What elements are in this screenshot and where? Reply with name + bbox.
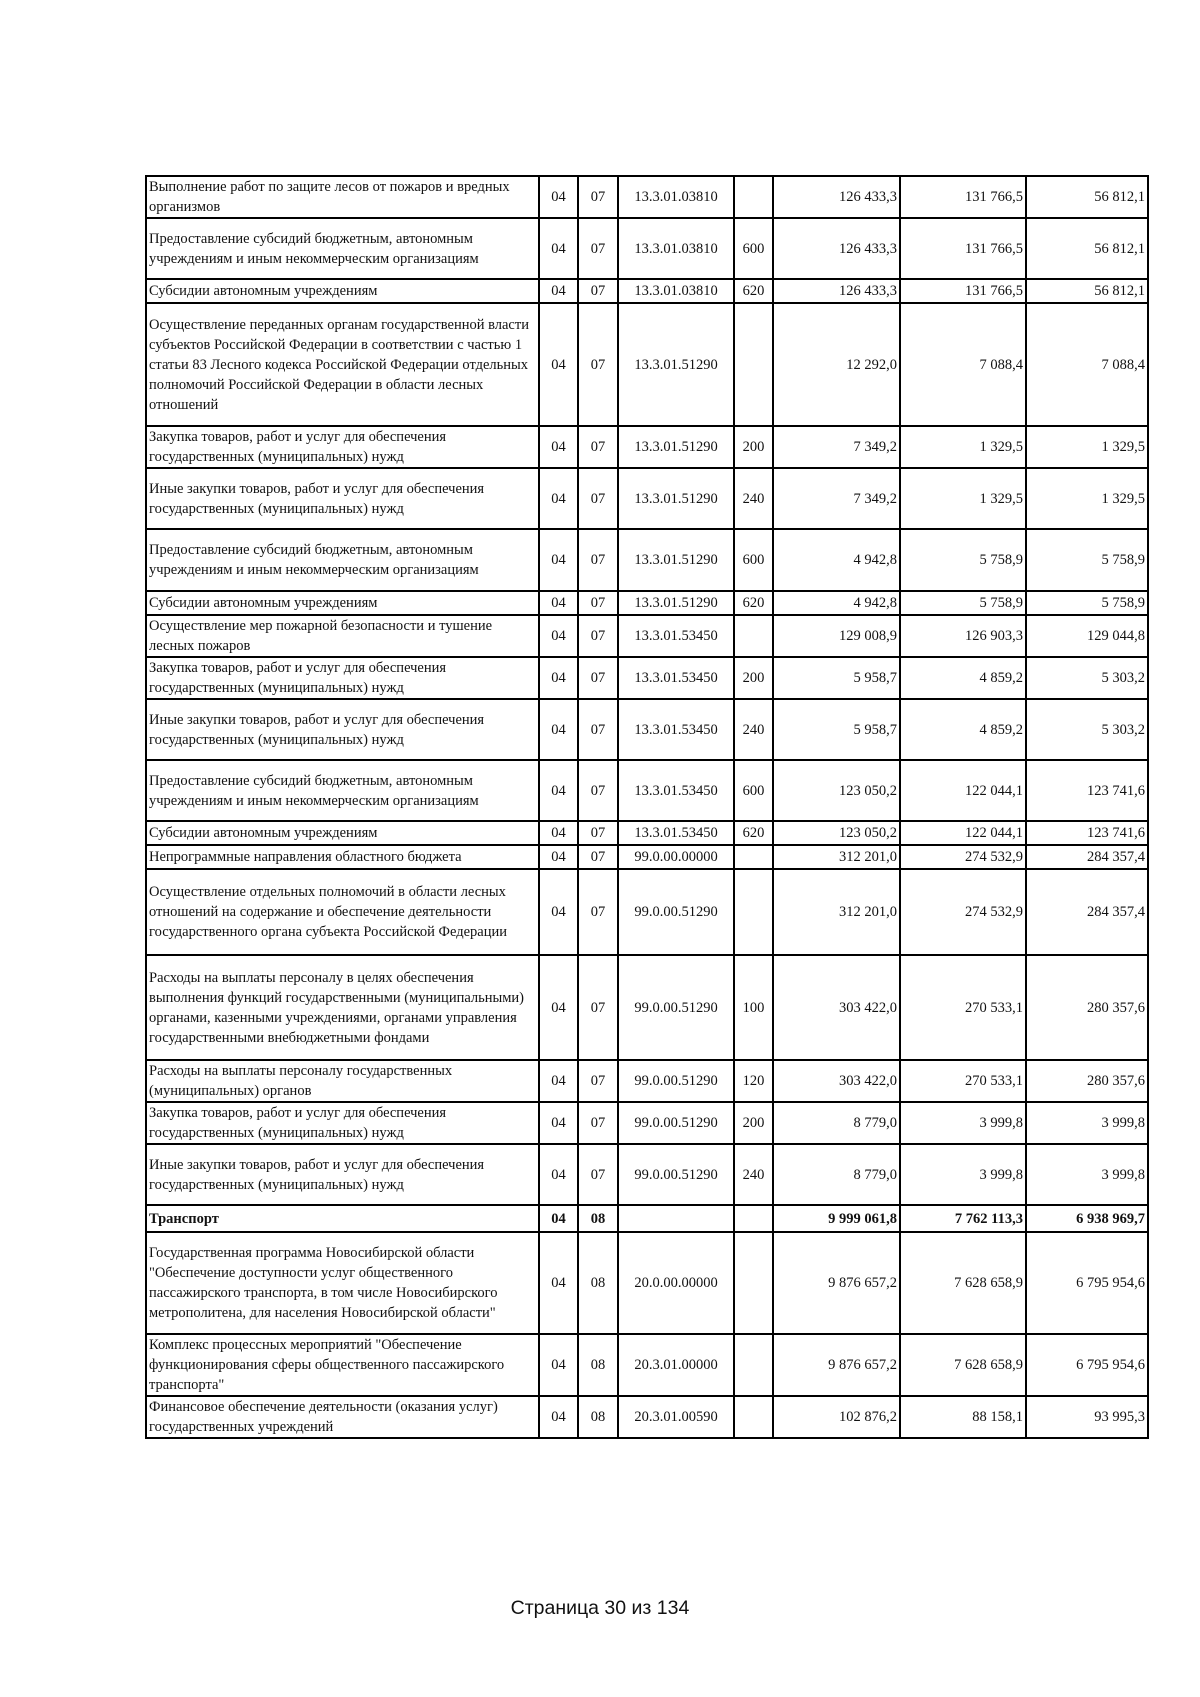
amount-year2-cell: 270 533,1	[900, 1060, 1026, 1102]
amount-year2-cell: 131 766,5	[900, 176, 1026, 218]
target-article-cell: 99.0.00.51290	[618, 1102, 734, 1144]
table-row	[146, 1205, 1148, 1232]
table-row	[146, 1334, 1148, 1396]
amount-year1-cell: 4 942,8	[773, 529, 900, 591]
section-code-cell: 04	[539, 279, 578, 303]
amount-year1-cell: 126 433,3	[773, 176, 900, 218]
row-name-cell: Осуществление отдельных полномочий в области лесных отношений на содержание и обеспечение деятельности государственного органа субъекта Российской Федерации	[146, 869, 539, 955]
section-code-cell: 04	[539, 426, 578, 468]
amount-year3-cell: 3 999,8	[1026, 1144, 1148, 1205]
target-article-cell	[618, 1205, 734, 1232]
expense-type-cell: 120	[734, 1060, 773, 1102]
table-row	[146, 591, 1148, 615]
subsection-code-cell: 07	[578, 591, 618, 615]
amount-year2-cell: 126 903,3	[900, 615, 1026, 657]
expense-type-cell: 240	[734, 699, 773, 760]
section-code-cell: 04	[539, 468, 578, 529]
subsection-code-cell: 07	[578, 1102, 618, 1144]
amount-year1-cell: 129 008,9	[773, 615, 900, 657]
expense-type-cell: 600	[734, 760, 773, 821]
table-row	[146, 1102, 1148, 1144]
amount-year2-cell: 88 158,1	[900, 1396, 1026, 1438]
section-code-cell: 04	[539, 1102, 578, 1144]
target-article-cell: 13.3.01.53450	[618, 760, 734, 821]
page-footer: Страница 30 из 134	[510, 1597, 690, 1619]
amount-year1-cell: 303 422,0	[773, 955, 900, 1060]
row-name-cell: Закупка товаров, работ и услуг для обеспечения государственных (муниципальных) нужд	[146, 1102, 539, 1144]
expense-type-cell: 620	[734, 279, 773, 303]
subsection-code-cell: 07	[578, 426, 618, 468]
expense-type-cell: 200	[734, 657, 773, 699]
amount-year3-cell: 5 303,2	[1026, 699, 1148, 760]
amount-year3-cell: 1 329,5	[1026, 426, 1148, 468]
amount-year2-cell: 5 758,9	[900, 591, 1026, 615]
subsection-code-cell: 07	[578, 1144, 618, 1205]
amount-year2-cell: 3 999,8	[900, 1102, 1026, 1144]
amount-year2-cell: 1 329,5	[900, 426, 1026, 468]
section-code-cell: 04	[539, 657, 578, 699]
amount-year3-cell: 5 758,9	[1026, 591, 1148, 615]
section-code-cell: 04	[539, 760, 578, 821]
expense-type-cell	[734, 1334, 773, 1396]
subsection-code-cell: 07	[578, 218, 618, 279]
row-name-cell: Расходы на выплаты персоналу в целях обеспечения выполнения функций государственными (муниципальными) органами, казенными учреждениями, органами управления государственными внебюджетными фондами	[146, 955, 539, 1060]
section-code-cell: 04	[539, 955, 578, 1060]
target-article-cell: 13.3.01.53450	[618, 821, 734, 845]
amount-year2-cell: 5 758,9	[900, 529, 1026, 591]
target-article-cell: 99.0.00.51290	[618, 1144, 734, 1205]
amount-year3-cell: 56 812,1	[1026, 279, 1148, 303]
amount-year3-cell: 5 758,9	[1026, 529, 1148, 591]
amount-year2-cell: 270 533,1	[900, 955, 1026, 1060]
subsection-code-cell: 07	[578, 821, 618, 845]
amount-year1-cell: 126 433,3	[773, 279, 900, 303]
row-name-cell: Финансовое обеспечение деятельности (оказания услуг) государственных учреждений	[146, 1396, 539, 1438]
section-code-cell: 04	[539, 176, 578, 218]
table-row	[146, 468, 1148, 529]
table-row	[146, 869, 1148, 955]
table-row	[146, 529, 1148, 591]
subsection-code-cell: 07	[578, 845, 618, 869]
expense-type-cell	[734, 303, 773, 426]
expense-type-cell: 620	[734, 821, 773, 845]
row-name-cell: Осуществление мер пожарной безопасности и тушение лесных пожаров	[146, 615, 539, 657]
amount-year3-cell: 1 329,5	[1026, 468, 1148, 529]
target-article-cell: 13.3.01.51290	[618, 529, 734, 591]
amount-year1-cell: 7 349,2	[773, 426, 900, 468]
amount-year2-cell: 7 088,4	[900, 303, 1026, 426]
expense-type-cell	[734, 1396, 773, 1438]
target-article-cell: 13.3.01.53450	[618, 657, 734, 699]
table-row	[146, 760, 1148, 821]
section-code-cell: 04	[539, 1334, 578, 1396]
row-name-cell: Иные закупки товаров, работ и услуг для обеспечения государственных (муниципальных) нужд	[146, 1144, 539, 1205]
row-name-cell: Расходы на выплаты персоналу государственных (муниципальных) органов	[146, 1060, 539, 1102]
subsection-code-cell: 07	[578, 176, 618, 218]
target-article-cell: 13.3.01.51290	[618, 303, 734, 426]
section-code-cell: 04	[539, 218, 578, 279]
row-name-cell: Выполнение работ по защите лесов от пожаров и вредных организмов	[146, 176, 539, 218]
amount-year1-cell: 9 876 657,2	[773, 1232, 900, 1334]
amount-year3-cell: 5 303,2	[1026, 657, 1148, 699]
section-code-cell: 04	[539, 845, 578, 869]
target-article-cell: 99.0.00.51290	[618, 955, 734, 1060]
amount-year1-cell: 7 349,2	[773, 468, 900, 529]
row-name-cell: Транспорт	[146, 1205, 539, 1232]
amount-year3-cell: 123 741,6	[1026, 760, 1148, 821]
amount-year1-cell: 8 779,0	[773, 1144, 900, 1205]
amount-year2-cell: 7 762 113,3	[900, 1205, 1026, 1232]
row-name-cell: Иные закупки товаров, работ и услуг для обеспечения государственных (муниципальных) нужд	[146, 468, 539, 529]
target-article-cell: 13.3.01.51290	[618, 591, 734, 615]
section-code-cell: 04	[539, 869, 578, 955]
amount-year2-cell: 7 628 658,9	[900, 1232, 1026, 1334]
amount-year2-cell: 274 532,9	[900, 869, 1026, 955]
row-name-cell: Субсидии автономным учреждениям	[146, 821, 539, 845]
amount-year3-cell: 284 357,4	[1026, 845, 1148, 869]
amount-year2-cell: 1 329,5	[900, 468, 1026, 529]
table-row	[146, 955, 1148, 1060]
expense-type-cell	[734, 1232, 773, 1334]
amount-year3-cell: 3 999,8	[1026, 1102, 1148, 1144]
subsection-code-cell: 07	[578, 955, 618, 1060]
amount-year1-cell: 126 433,3	[773, 218, 900, 279]
target-article-cell: 99.0.00.00000	[618, 845, 734, 869]
amount-year3-cell: 93 995,3	[1026, 1396, 1148, 1438]
target-article-cell: 13.3.01.03810	[618, 176, 734, 218]
table-row	[146, 426, 1148, 468]
amount-year2-cell: 122 044,1	[900, 821, 1026, 845]
section-code-cell: 04	[539, 1396, 578, 1438]
amount-year1-cell: 123 050,2	[773, 821, 900, 845]
table-row	[146, 218, 1148, 279]
expense-type-cell: 600	[734, 529, 773, 591]
row-name-cell: Комплекс процессных мероприятий "Обеспечение функционирования сферы общественного пассажирского транспорта"	[146, 1334, 539, 1396]
row-name-cell: Иные закупки товаров, работ и услуг для обеспечения государственных (муниципальных) нужд	[146, 699, 539, 760]
table-row	[146, 1396, 1148, 1438]
target-article-cell: 20.3.01.00590	[618, 1396, 734, 1438]
amount-year3-cell: 56 812,1	[1026, 218, 1148, 279]
amount-year3-cell: 284 357,4	[1026, 869, 1148, 955]
row-name-cell: Закупка товаров, работ и услуг для обеспечения государственных (муниципальных) нужд	[146, 657, 539, 699]
subsection-code-cell: 07	[578, 529, 618, 591]
amount-year3-cell: 56 812,1	[1026, 176, 1148, 218]
table-row	[146, 303, 1148, 426]
amount-year3-cell: 6 795 954,6	[1026, 1334, 1148, 1396]
amount-year1-cell: 8 779,0	[773, 1102, 900, 1144]
section-code-cell: 04	[539, 821, 578, 845]
expense-type-cell: 200	[734, 426, 773, 468]
section-code-cell: 04	[539, 1060, 578, 1102]
amount-year1-cell: 5 958,7	[773, 657, 900, 699]
target-article-cell: 20.3.01.00000	[618, 1334, 734, 1396]
amount-year2-cell: 3 999,8	[900, 1144, 1026, 1205]
section-code-cell: 04	[539, 591, 578, 615]
amount-year1-cell: 123 050,2	[773, 760, 900, 821]
table-row	[146, 1060, 1148, 1102]
subsection-code-cell: 07	[578, 657, 618, 699]
amount-year3-cell: 280 357,6	[1026, 1060, 1148, 1102]
section-code-cell: 04	[539, 615, 578, 657]
target-article-cell: 13.3.01.53450	[618, 615, 734, 657]
subsection-code-cell: 08	[578, 1396, 618, 1438]
amount-year2-cell: 4 859,2	[900, 699, 1026, 760]
expense-type-cell: 100	[734, 955, 773, 1060]
row-name-cell: Предоставление субсидий бюджетным, автономным учреждениям и иным некоммерческим организациям	[146, 760, 539, 821]
subsection-code-cell: 07	[578, 869, 618, 955]
amount-year1-cell: 312 201,0	[773, 845, 900, 869]
table-row	[146, 615, 1148, 657]
target-article-cell: 99.0.00.51290	[618, 1060, 734, 1102]
amount-year2-cell: 4 859,2	[900, 657, 1026, 699]
expense-type-cell: 240	[734, 468, 773, 529]
row-name-cell: Закупка товаров, работ и услуг для обеспечения государственных (муниципальных) нужд	[146, 426, 539, 468]
subsection-code-cell: 07	[578, 303, 618, 426]
subsection-code-cell: 08	[578, 1205, 618, 1232]
amount-year3-cell: 129 044,8	[1026, 615, 1148, 657]
row-name-cell: Субсидии автономным учреждениям	[146, 279, 539, 303]
row-name-cell: Непрограммные направления областного бюджета	[146, 845, 539, 869]
budget-table	[145, 175, 1149, 1439]
amount-year3-cell: 7 088,4	[1026, 303, 1148, 426]
expense-type-cell: 240	[734, 1144, 773, 1205]
amount-year3-cell: 6 795 954,6	[1026, 1232, 1148, 1334]
expense-type-cell	[734, 869, 773, 955]
amount-year2-cell: 7 628 658,9	[900, 1334, 1026, 1396]
row-name-cell: Предоставление субсидий бюджетным, автономным учреждениям и иным некоммерческим организациям	[146, 529, 539, 591]
expense-type-cell: 620	[734, 591, 773, 615]
table-row	[146, 821, 1148, 845]
table-row	[146, 279, 1148, 303]
target-article-cell: 13.3.01.03810	[618, 279, 734, 303]
target-article-cell: 20.0.00.00000	[618, 1232, 734, 1334]
target-article-cell: 13.3.01.53450	[618, 699, 734, 760]
amount-year3-cell: 6 938 969,7	[1026, 1205, 1148, 1232]
amount-year3-cell: 123 741,6	[1026, 821, 1148, 845]
row-name-cell: Осуществление переданных органам государственной власти субъектов Российской Федерации в соответствии с частью 1 статьи 83 Лесного кодекса Российской Федерации отдельных полномочий Российской Федерации в области лесных отношений	[146, 303, 539, 426]
target-article-cell: 99.0.00.51290	[618, 869, 734, 955]
amount-year2-cell: 122 044,1	[900, 760, 1026, 821]
subsection-code-cell: 07	[578, 760, 618, 821]
amount-year2-cell: 274 532,9	[900, 845, 1026, 869]
row-name-cell: Государственная программа Новосибирской области "Обеспечение доступности услуг общественного пассажирского транспорта, в том числе Новосибирского метрополитена, для населения Новосибирской области"	[146, 1232, 539, 1334]
table-row	[146, 657, 1148, 699]
amount-year1-cell: 9 876 657,2	[773, 1334, 900, 1396]
amount-year1-cell: 12 292,0	[773, 303, 900, 426]
section-code-cell: 04	[539, 529, 578, 591]
amount-year1-cell: 312 201,0	[773, 869, 900, 955]
expense-type-cell	[734, 1205, 773, 1232]
section-code-cell: 04	[539, 1232, 578, 1334]
section-code-cell: 04	[539, 303, 578, 426]
table-row	[146, 1144, 1148, 1205]
amount-year3-cell: 280 357,6	[1026, 955, 1148, 1060]
table-row	[146, 845, 1148, 869]
target-article-cell: 13.3.01.51290	[618, 468, 734, 529]
row-name-cell: Предоставление субсидий бюджетным, автономным учреждениям и иным некоммерческим организациям	[146, 218, 539, 279]
table-row	[146, 699, 1148, 760]
target-article-cell: 13.3.01.03810	[618, 218, 734, 279]
expense-type-cell	[734, 845, 773, 869]
subsection-code-cell: 07	[578, 1060, 618, 1102]
table-row	[146, 176, 1148, 218]
subsection-code-cell: 07	[578, 615, 618, 657]
section-code-cell: 04	[539, 699, 578, 760]
subsection-code-cell: 08	[578, 1232, 618, 1334]
row-name-cell: Субсидии автономным учреждениям	[146, 591, 539, 615]
amount-year1-cell: 303 422,0	[773, 1060, 900, 1102]
expense-type-cell	[734, 176, 773, 218]
amount-year1-cell: 9 999 061,8	[773, 1205, 900, 1232]
target-article-cell: 13.3.01.51290	[618, 426, 734, 468]
amount-year2-cell: 131 766,5	[900, 279, 1026, 303]
section-code-cell: 04	[539, 1205, 578, 1232]
subsection-code-cell: 07	[578, 699, 618, 760]
subsection-code-cell: 07	[578, 468, 618, 529]
amount-year2-cell: 131 766,5	[900, 218, 1026, 279]
section-code-cell: 04	[539, 1144, 578, 1205]
expense-type-cell: 600	[734, 218, 773, 279]
expense-type-cell	[734, 615, 773, 657]
amount-year1-cell: 102 876,2	[773, 1396, 900, 1438]
table-row	[146, 1232, 1148, 1334]
amount-year1-cell: 5 958,7	[773, 699, 900, 760]
subsection-code-cell: 07	[578, 279, 618, 303]
amount-year1-cell: 4 942,8	[773, 591, 900, 615]
expense-type-cell: 200	[734, 1102, 773, 1144]
subsection-code-cell: 08	[578, 1334, 618, 1396]
